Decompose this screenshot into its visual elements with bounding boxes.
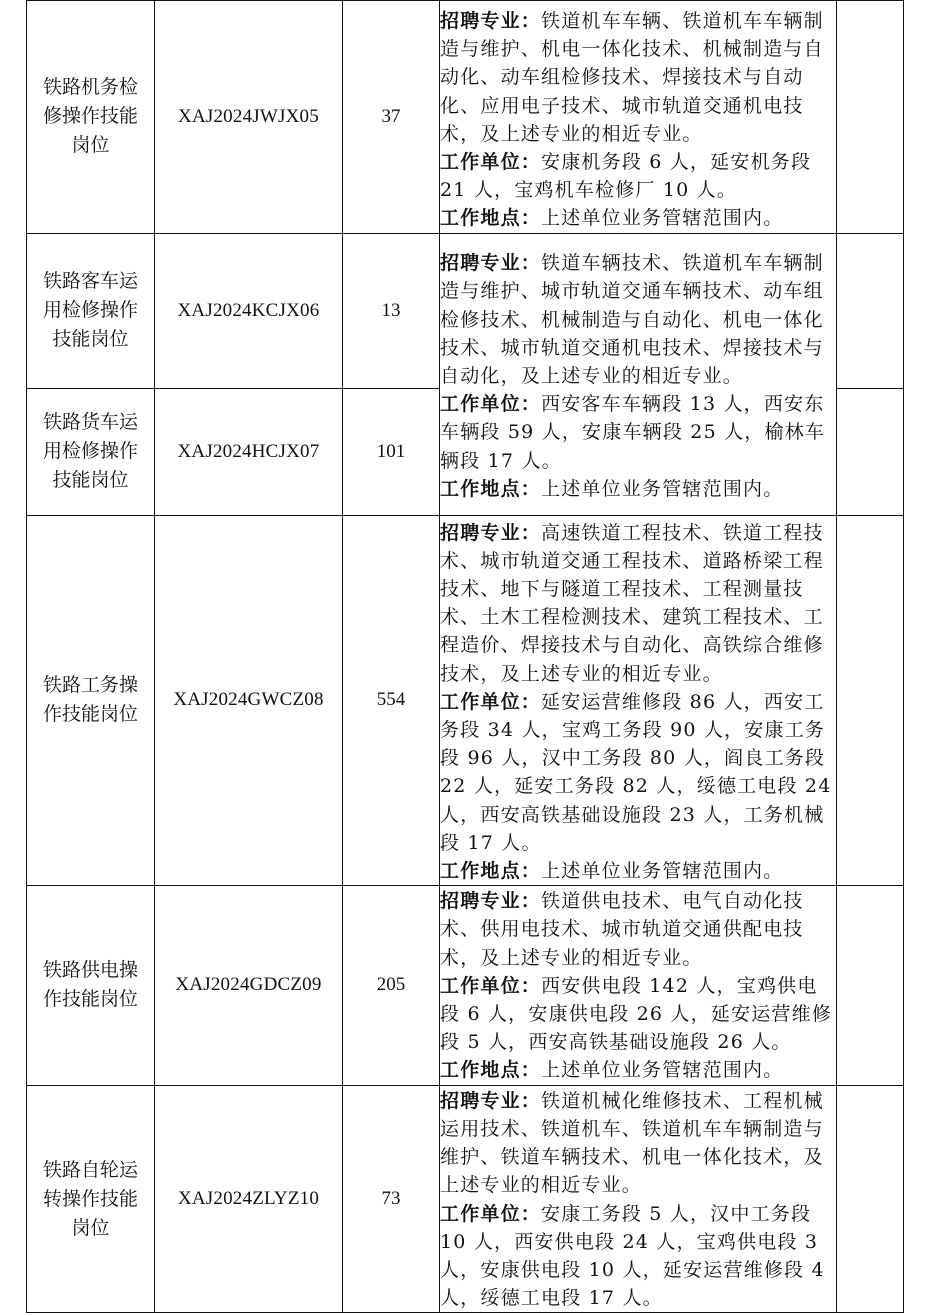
position-name-cell — [27, 1, 155, 234]
position-name: 铁路自轮运转操作技能岗位 — [42, 1158, 138, 1239]
position-code: XAJ2024GWCZ08 — [155, 515, 343, 886]
remarks-cell — [837, 1085, 904, 1313]
major-text: 高速铁道工程技术、铁道工程技术、城市轨道交通工程技术、道路桥梁工程技术、地下与隧道工程技术、工程测量技术、土木工程检测技术、建筑工程技术、工程造价、焊接技术与自动化、高铁综合维修技术，及上述专业的相近专业。 — [440, 521, 824, 685]
hire-count: 13 — [343, 233, 440, 388]
position-name-cell — [27, 515, 155, 886]
requirements-cell — [440, 233, 837, 515]
position-code: XAJ2024KCJX06 — [155, 233, 343, 388]
place-text: 上述单位业务管辖范围内。 — [541, 207, 784, 230]
position-code: XAJ2024JWJX05 — [155, 1, 343, 234]
unit-text: 西安供电段 142 人，宝鸡供电段 6 人，安康供电段 26 人，延安运营维修段 5 人，西安高铁基础设施段 26 人。 — [440, 974, 833, 1054]
position-name: 铁路客车运用检修操作技能岗位 — [42, 270, 138, 351]
unit-label: 工作单位： — [440, 690, 542, 713]
requirements-cell — [440, 1085, 837, 1313]
hire-count: 205 — [343, 886, 440, 1085]
unit-label: 工作单位： — [440, 974, 542, 997]
hire-count: 101 — [343, 388, 440, 515]
unit-label: 工作单位： — [440, 1202, 542, 1225]
remarks-cell — [837, 388, 904, 515]
place-label: 工作地点： — [440, 1059, 542, 1082]
place-label: 工作地点： — [440, 860, 542, 883]
table-row — [27, 515, 904, 886]
position-code: XAJ2024GDCZ09 — [155, 886, 343, 1085]
major-text: 铁道供电技术、电气自动化技术、供用电技术、城市轨道交通供配电技术，及上述专业的相近专业。 — [440, 890, 804, 969]
remarks-cell — [837, 1, 904, 234]
position-code: XAJ2024HCJX07 — [155, 388, 343, 515]
major-label: 招聘专业： — [440, 1089, 542, 1112]
position-name: 铁路货车运用检修操作技能岗位 — [42, 411, 138, 492]
table-row — [27, 233, 904, 388]
major-label: 招聘专业： — [440, 521, 542, 544]
unit-text: 安康工务段 5 人，汉中工务段 10 人，西安供电段 24 人，宝鸡供电段 3 人，安康供电段 10 人，延安运营维修段 4 人，绥德工电段 17 人。 — [440, 1202, 825, 1310]
unit-text: 安康机务段 6 人，延安机务段 21 人，宝鸡机车检修厂 10 人。 — [440, 151, 812, 202]
hire-count: 73 — [343, 1085, 440, 1313]
remarks-cell — [837, 886, 904, 1085]
requirements-cell — [440, 515, 837, 886]
position-name-cell — [27, 388, 155, 515]
unit-label: 工作单位： — [440, 151, 542, 174]
place-text: 上述单位业务管辖范围内。 — [541, 477, 784, 500]
unit-text: 延安运营维修段 86 人，西安工务段 34 人，宝鸡工务段 90 人，安康工务段 96 人，汉中工务段 80 人，阎良工务段 22 人，延安工务段 82 人，绥德工电段 24 人，西安高铁基础设施段 23 人，工务机械段 17 人。 — [440, 690, 832, 854]
place-label: 工作地点： — [440, 477, 542, 500]
position-name-cell — [27, 1085, 155, 1313]
unit-label: 工作单位： — [440, 393, 542, 416]
place-label: 工作地点： — [440, 207, 542, 230]
major-text: 铁道机械化维修技术、工程机械运用技术、铁道机车、铁道机车车辆制造与维护、铁道车辆技术、机电一体化技术，及上述专业的相近专业。 — [440, 1089, 824, 1197]
table-row — [27, 1, 904, 234]
position-name-cell — [27, 886, 155, 1085]
major-text: 铁道车辆技术、铁道机车车辆制造与维护、城市轨道交通车辆技术、动车组检修技术、机械制造与自动化、机电一体化技术、城市轨道交通机电技术、焊接技术与自动化，及上述专业的相近专业。 — [440, 252, 824, 388]
requirements-cell — [440, 886, 837, 1085]
major-label: 招聘专业： — [440, 10, 542, 32]
place-text: 上述单位业务管辖范围内。 — [541, 1059, 784, 1082]
major-label: 招聘专业： — [440, 890, 542, 913]
position-name: 铁路机务检修操作技能岗位 — [42, 76, 138, 157]
hire-count: 554 — [343, 515, 440, 886]
hire-count: 37 — [343, 1, 440, 234]
position-name-cell — [27, 233, 155, 388]
table-row — [27, 1085, 904, 1313]
position-name: 铁路工务操作技能岗位 — [42, 674, 138, 726]
remarks-cell — [837, 515, 904, 886]
recruitment-table — [26, 0, 904, 1313]
remarks-cell — [837, 233, 904, 388]
major-label: 招聘专业： — [440, 252, 542, 275]
major-text: 铁道机车车辆、铁道机车车辆制造与维护、机电一体化技术、机械制造与自动化、动车组检修技术、焊接技术与自动化、应用电子技术、城市轨道交通机电技术，及上述专业的相近专业。 — [440, 10, 824, 145]
place-text: 上述单位业务管辖范围内。 — [541, 860, 784, 883]
table-row — [27, 886, 904, 1085]
position-name: 铁路供电操作技能岗位 — [42, 959, 138, 1011]
requirements-cell — [440, 1, 837, 234]
position-code: XAJ2024ZLYZ10 — [155, 1085, 343, 1313]
unit-text: 西安客车车辆段 13 人，西安东车辆段 59 人，安康车辆段 25 人，榆林车辆段 17 人。 — [440, 393, 826, 472]
